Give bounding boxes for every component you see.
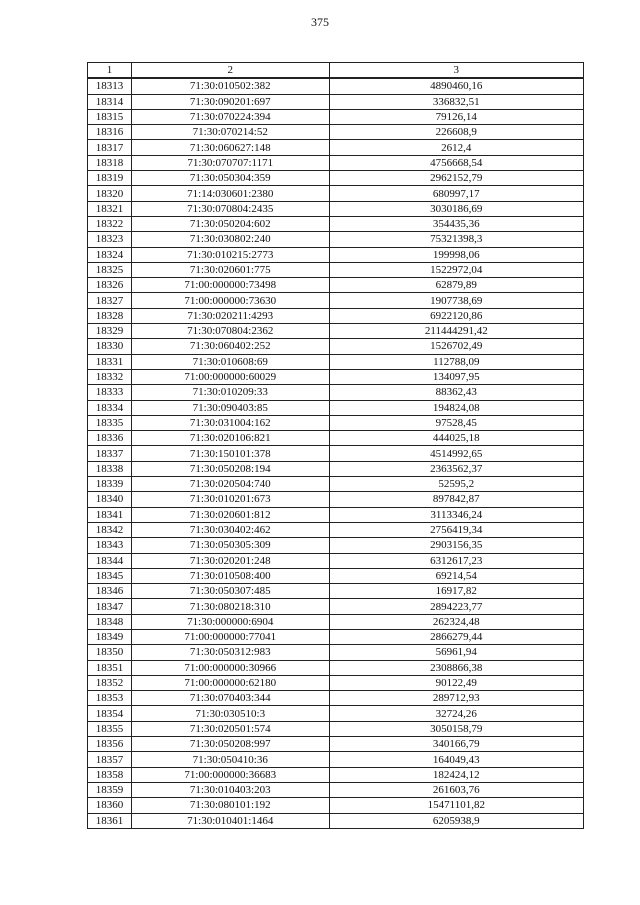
page-number: 375 — [311, 15, 329, 29]
value-cell: 4514992,65 — [329, 446, 583, 461]
cadastral-number-cell: 71:30:070214:52 — [131, 125, 329, 140]
value-cell: 56961,94 — [329, 645, 583, 660]
table-row — [88, 324, 584, 339]
row-number-cell: 18361 — [88, 813, 132, 828]
table-row — [88, 813, 584, 828]
value-cell: 680997,17 — [329, 186, 583, 201]
row-number-cell: 18347 — [88, 599, 132, 614]
value-cell: 6205938,9 — [329, 813, 583, 828]
value-cell: 2308866,38 — [329, 660, 583, 675]
row-number-cell: 18327 — [88, 293, 132, 308]
table-row — [88, 247, 584, 262]
row-number-cell: 18315 — [88, 109, 132, 124]
value-cell: 336832,51 — [329, 94, 583, 109]
value-cell: 164049,43 — [329, 752, 583, 767]
row-number-cell: 18322 — [88, 216, 132, 231]
row-number-cell: 18356 — [88, 737, 132, 752]
row-number-cell: 18316 — [88, 125, 132, 140]
table-row — [88, 507, 584, 522]
value-cell: 262324,48 — [329, 614, 583, 629]
table-body — [88, 78, 584, 828]
row-number-cell: 18341 — [88, 507, 132, 522]
table-row — [88, 201, 584, 216]
cadastral-number-cell: 71:30:070804:2362 — [131, 324, 329, 339]
table-row — [88, 568, 584, 583]
value-cell: 1907738,69 — [329, 293, 583, 308]
value-cell: 2894223,77 — [329, 599, 583, 614]
cadastral-number-cell: 71:30:010215:2773 — [131, 247, 329, 262]
value-cell: 6312617,23 — [329, 553, 583, 568]
row-number-cell: 18325 — [88, 262, 132, 277]
row-number-cell: 18357 — [88, 752, 132, 767]
row-number-cell: 18331 — [88, 354, 132, 369]
value-cell: 134097,95 — [329, 369, 583, 384]
column-header-2: 2 — [131, 63, 329, 79]
table-row — [88, 354, 584, 369]
cadastral-number-cell: 71:00:000000:36683 — [131, 767, 329, 782]
row-number-cell: 18338 — [88, 461, 132, 476]
cadastral-number-cell: 71:30:090201:697 — [131, 94, 329, 109]
row-number-cell: 18333 — [88, 385, 132, 400]
table-row — [88, 155, 584, 170]
row-number-cell: 18348 — [88, 614, 132, 629]
table-row — [88, 216, 584, 231]
cadastral-number-cell: 71:00:000000:73498 — [131, 278, 329, 293]
table-row — [88, 78, 584, 94]
table-row — [88, 721, 584, 736]
value-cell: 2903156,35 — [329, 538, 583, 553]
cadastral-number-cell: 71:30:010608:69 — [131, 354, 329, 369]
value-cell: 182424,12 — [329, 767, 583, 782]
value-cell: 69214,54 — [329, 568, 583, 583]
table-row — [88, 737, 584, 752]
table-row — [88, 614, 584, 629]
cadastral-number-cell: 71:30:070707:1171 — [131, 155, 329, 170]
value-cell: 289712,93 — [329, 691, 583, 706]
table-row — [88, 308, 584, 323]
row-number-cell: 18330 — [88, 339, 132, 354]
row-number-cell: 18343 — [88, 538, 132, 553]
row-number-cell: 18342 — [88, 522, 132, 537]
table-row — [88, 446, 584, 461]
cadastral-number-cell: 71:30:020201:248 — [131, 553, 329, 568]
value-cell: 75321398,3 — [329, 232, 583, 247]
value-cell: 15471101,82 — [329, 798, 583, 813]
value-cell: 2756419,34 — [329, 522, 583, 537]
table-row — [88, 262, 584, 277]
table-row — [88, 492, 584, 507]
value-cell: 3030186,69 — [329, 201, 583, 216]
cadastral-number-cell: 71:14:030601:2380 — [131, 186, 329, 201]
cadastral-number-cell: 71:30:030510:3 — [131, 706, 329, 721]
cadastral-number-cell: 71:30:050305:309 — [131, 538, 329, 553]
cadastral-number-cell: 71:30:010403:203 — [131, 782, 329, 797]
value-cell: 2363562,37 — [329, 461, 583, 476]
table-row — [88, 782, 584, 797]
row-number-cell: 18323 — [88, 232, 132, 247]
row-number-cell: 18326 — [88, 278, 132, 293]
row-number-cell: 18351 — [88, 660, 132, 675]
table-row — [88, 477, 584, 492]
row-number-cell: 18354 — [88, 706, 132, 721]
cadastral-number-cell: 71:30:070224:394 — [131, 109, 329, 124]
table-row — [88, 415, 584, 430]
table-row — [88, 171, 584, 186]
row-number-cell: 18344 — [88, 553, 132, 568]
cadastral-number-cell: 71:30:010201:673 — [131, 492, 329, 507]
table-row — [88, 385, 584, 400]
table-row — [88, 339, 584, 354]
cadastral-number-cell: 71:30:080218:310 — [131, 599, 329, 614]
value-cell: 79126,14 — [329, 109, 583, 124]
row-number-cell: 18321 — [88, 201, 132, 216]
cadastral-number-cell: 71:30:080101:192 — [131, 798, 329, 813]
value-cell: 90122,49 — [329, 675, 583, 690]
cadastral-number-cell: 71:00:000000:30966 — [131, 660, 329, 675]
value-cell: 88362,43 — [329, 385, 583, 400]
value-cell: 354435,36 — [329, 216, 583, 231]
value-cell: 194824,08 — [329, 400, 583, 415]
table-row — [88, 522, 584, 537]
cadastral-number-cell: 71:30:050208:194 — [131, 461, 329, 476]
value-cell: 261603,76 — [329, 782, 583, 797]
table-row — [88, 660, 584, 675]
value-cell: 444025,18 — [329, 431, 583, 446]
table-row — [88, 369, 584, 384]
cadastral-number-cell: 71:30:031004:162 — [131, 415, 329, 430]
value-cell: 2866279,44 — [329, 629, 583, 644]
cadastral-number-cell: 71:30:030802:240 — [131, 232, 329, 247]
table-row — [88, 293, 584, 308]
row-number-cell: 18337 — [88, 446, 132, 461]
cadastral-number-cell: 71:00:000000:77041 — [131, 629, 329, 644]
row-number-cell: 18318 — [88, 155, 132, 170]
cadastral-number-cell: 71:30:010209:33 — [131, 385, 329, 400]
value-cell: 1526702,49 — [329, 339, 583, 354]
table-row — [88, 232, 584, 247]
cadastral-number-cell: 71:30:150101:378 — [131, 446, 329, 461]
column-header-1: 1 — [88, 63, 132, 79]
cadastral-number-cell: 71:30:050204:602 — [131, 216, 329, 231]
table-row — [88, 752, 584, 767]
cadastral-number-cell: 71:30:070403:344 — [131, 691, 329, 706]
row-number-cell: 18324 — [88, 247, 132, 262]
cadastral-number-cell: 71:30:060627:148 — [131, 140, 329, 155]
row-number-cell: 18349 — [88, 629, 132, 644]
value-cell: 2962152,79 — [329, 171, 583, 186]
table-row — [88, 553, 584, 568]
value-cell: 897842,87 — [329, 492, 583, 507]
row-number-cell: 18334 — [88, 400, 132, 415]
row-number-cell: 18358 — [88, 767, 132, 782]
row-number-cell: 18350 — [88, 645, 132, 660]
value-cell: 4756668,54 — [329, 155, 583, 170]
table-row — [88, 675, 584, 690]
cadastral-number-cell: 71:00:000000:60029 — [131, 369, 329, 384]
cadastral-number-cell: 71:30:070804:2435 — [131, 201, 329, 216]
table-row — [88, 109, 584, 124]
value-cell: 199998,06 — [329, 247, 583, 262]
value-cell: 3050158,79 — [329, 721, 583, 736]
table-row — [88, 278, 584, 293]
value-cell: 1522972,04 — [329, 262, 583, 277]
row-number-cell: 18319 — [88, 171, 132, 186]
table-row — [88, 584, 584, 599]
table-row — [88, 691, 584, 706]
cadastral-number-cell: 71:30:000000:6904 — [131, 614, 329, 629]
table-row — [88, 767, 584, 782]
cadastral-number-cell: 71:30:050307:485 — [131, 584, 329, 599]
table-row — [88, 798, 584, 813]
table-row — [88, 629, 584, 644]
table-row — [88, 645, 584, 660]
cadastral-number-cell: 71:30:020211:4293 — [131, 308, 329, 323]
table-row — [88, 125, 584, 140]
cadastral-number-cell: 71:30:050410:36 — [131, 752, 329, 767]
table-row — [88, 94, 584, 109]
value-cell: 211444291,42 — [329, 324, 583, 339]
row-number-cell: 18340 — [88, 492, 132, 507]
cadastral-number-cell: 71:30:010401:1464 — [131, 813, 329, 828]
value-cell: 97528,45 — [329, 415, 583, 430]
table-header — [88, 63, 584, 79]
table-row — [88, 706, 584, 721]
row-number-cell: 18328 — [88, 308, 132, 323]
value-cell: 6922120,86 — [329, 308, 583, 323]
cadastral-number-cell: 71:30:060402:252 — [131, 339, 329, 354]
table-row — [88, 538, 584, 553]
cadastral-number-cell: 71:30:050208:997 — [131, 737, 329, 752]
cadastral-number-cell: 71:30:090403:85 — [131, 400, 329, 415]
row-number-cell: 18317 — [88, 140, 132, 155]
value-cell: 16917,82 — [329, 584, 583, 599]
column-header-3: 3 — [329, 63, 583, 79]
cadastral-number-cell: 71:30:010502:382 — [131, 78, 329, 94]
table-row — [88, 431, 584, 446]
row-number-cell: 18360 — [88, 798, 132, 813]
value-cell: 2612,4 — [329, 140, 583, 155]
row-number-cell: 18314 — [88, 94, 132, 109]
cadastral-number-cell: 71:30:020501:574 — [131, 721, 329, 736]
cadastral-number-cell: 71:30:050304:359 — [131, 171, 329, 186]
row-number-cell: 18336 — [88, 431, 132, 446]
row-number-cell: 18359 — [88, 782, 132, 797]
row-number-cell: 18352 — [88, 675, 132, 690]
row-number-cell: 18355 — [88, 721, 132, 736]
row-number-cell: 18353 — [88, 691, 132, 706]
row-number-cell: 18339 — [88, 477, 132, 492]
cadastral-number-cell: 71:30:030402:462 — [131, 522, 329, 537]
table-row — [88, 140, 584, 155]
cadastral-number-cell: 71:30:020106:821 — [131, 431, 329, 446]
value-cell: 226608,9 — [329, 125, 583, 140]
cadastral-number-cell: 71:30:020504:740 — [131, 477, 329, 492]
row-number-cell: 18332 — [88, 369, 132, 384]
value-cell: 3113346,24 — [329, 507, 583, 522]
header-row — [88, 63, 584, 79]
value-cell: 112788,09 — [329, 354, 583, 369]
value-cell: 32724,26 — [329, 706, 583, 721]
cadastral-number-cell: 71:30:020601:775 — [131, 262, 329, 277]
registry-table — [87, 62, 584, 829]
row-number-cell: 18345 — [88, 568, 132, 583]
table-row — [88, 599, 584, 614]
cadastral-number-cell: 71:30:020601:812 — [131, 507, 329, 522]
cadastral-number-cell: 71:00:000000:73630 — [131, 293, 329, 308]
table-row — [88, 461, 584, 476]
row-number-cell: 18313 — [88, 78, 132, 94]
cadastral-number-cell: 71:00:000000:62180 — [131, 675, 329, 690]
cadastral-number-cell: 71:30:010508:400 — [131, 568, 329, 583]
row-number-cell: 18320 — [88, 186, 132, 201]
value-cell: 4890460,16 — [329, 78, 583, 94]
row-number-cell: 18329 — [88, 324, 132, 339]
table-row — [88, 400, 584, 415]
table-row — [88, 186, 584, 201]
cadastral-number-cell: 71:30:050312:983 — [131, 645, 329, 660]
row-number-cell: 18346 — [88, 584, 132, 599]
row-number-cell: 18335 — [88, 415, 132, 430]
value-cell: 52595,2 — [329, 477, 583, 492]
value-cell: 340166,79 — [329, 737, 583, 752]
value-cell: 62879,89 — [329, 278, 583, 293]
